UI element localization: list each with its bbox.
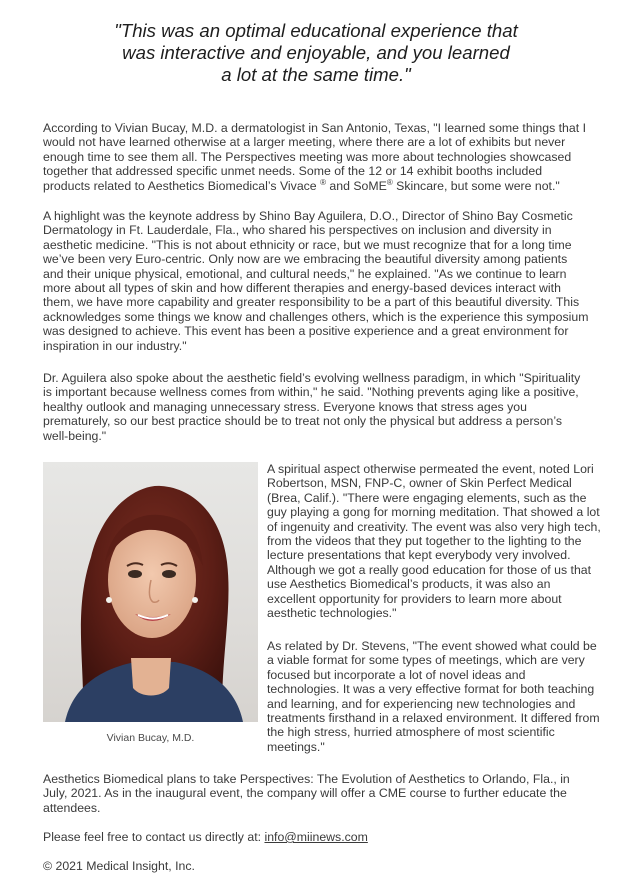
text-line: meetings.": [267, 739, 325, 754]
text-line: Dr. Aguilera also spoke about the aesthetic field’s evolving wellness paradigm, in which "Spirituality: [43, 371, 581, 385]
text-line: July, 2021. As in the inaugural event, the company will offer a CME course to further educate the: [43, 786, 567, 801]
paragraph-bucay-quote: [43, 121, 623, 193]
text-line: we’ve been very Euro-centric. Only now are we embracing the beautiful diversity among patients: [43, 252, 568, 267]
text-line: would not have learned otherwise at a larger meeting, where there are a lot of exhibits but never: [43, 135, 566, 150]
email-link[interactable]: info@miinews.com: [264, 830, 368, 844]
text-line: (Brea, Calif.). "There were engaging elements, such as the: [267, 490, 587, 505]
text-line: Robertson, MSN, FNP-C, owner of Skin Perfect Medical: [267, 476, 572, 491]
paragraph-robertson: [267, 462, 627, 620]
text-line: As related by Dr. Stevens, "The event showed what could be: [267, 639, 597, 653]
text-line: use Aesthetics Biomedical’s products, it was also an: [267, 577, 551, 592]
text-line: from the videos that they put together to the lighting to the: [267, 534, 582, 549]
text-line: Aesthetics Biomedical plans to take Perspectives: The Evolution of Aesthetics to Orlando, Fla., in: [43, 772, 570, 786]
text-line: more about all types of skin and how different therapies and energy-based devices interact with: [43, 281, 561, 296]
paragraph-keynote: [43, 209, 623, 353]
paragraph-wellness: [43, 371, 623, 443]
text-line: is important because wellness comes from within," he said. "Nothing prevents aging like a positive,: [43, 385, 579, 400]
text-line: focused but incorporate a lot of novel ideas and: [267, 667, 526, 682]
text-line: aesthetic medicine. "This is not about ethnicity or race, but we must recognize that for a long time: [43, 237, 572, 252]
text-line: enough time to see them all. The Perspectives meeting was more about technologies showcased: [43, 149, 572, 164]
text-line: aesthetic technologies.": [267, 606, 397, 621]
copyright-text: © 2021 Medical Insight, Inc.: [43, 859, 195, 873]
pull-quote-line: "This was an optimal educational experience that: [114, 20, 518, 41]
portrait-illustration: [43, 462, 258, 722]
text-line: acknowledges some things we know and challenges others, which is the experience this symposium: [43, 309, 589, 324]
paragraph-orlando-plans: [43, 772, 623, 815]
text-line: lecture presentations that kept everybody very involved.: [267, 548, 571, 563]
text-line: and learning, and for experiencing new technologies and: [267, 696, 576, 711]
text-fragment: and SoME: [325, 178, 387, 193]
pull-quote: [60, 20, 572, 86]
text-line: A highlight was the keynote address by Shino Bay Aguilera, D.O., Director of Shino Bay Cosmetic: [43, 209, 573, 223]
pull-quote-line: a lot at the same time.": [221, 64, 411, 85]
contact-text-row: [43, 830, 623, 844]
text-line: prematurely, so our best practice should be to treat not only the physical but address a person’s: [43, 414, 563, 429]
text-line: and their unique physical, emotional, and cultural needs," he explained. "As we continue to learn: [43, 266, 567, 281]
text-line: well-being.": [43, 428, 107, 443]
registered-mark: ®: [320, 177, 326, 187]
text-line: was designed to achieve. This event has been a positive experience and a great environment for: [43, 324, 569, 339]
text-line: technologies. It was a very effective format for both teaching: [267, 682, 595, 697]
text-line: Although we got a really good education for those of us that: [267, 562, 592, 577]
text-line: treatments firsthand in a relaxed environment. It differed from: [267, 711, 600, 726]
text-line: healthy outlook and managing unnecessary stress. Everyone knows that stress ages you: [43, 399, 527, 414]
pull-quote-line: was interactive and enjoyable, and you learned: [122, 42, 510, 63]
portrait-figure: [43, 462, 258, 749]
registered-mark: ®: [386, 177, 393, 187]
text-line: excellent opportunity for providers to learn more about: [267, 591, 562, 606]
text-line: Dermatology in Ft. Lauderdale, Fla., who shared his perspectives on inclusion and diversity in: [43, 223, 552, 238]
text-line: the high stress, hurried atmosphere of most scientific: [267, 725, 555, 740]
text-line: A spiritual aspect otherwise permeated the event, noted Lori: [267, 462, 594, 476]
text-line: of ingenuity and creativity. The event was also very high tech,: [267, 519, 601, 534]
contact-line: [43, 830, 623, 844]
text-line: According to Vivian Bucay, M.D. a dermatologist in San Antonio, Texas, "I learned some things that I: [43, 121, 586, 135]
portrait-photo: [43, 462, 258, 722]
paragraph-stevens: [267, 639, 627, 754]
text-line: together that addressed specific unmet needs. Some of the 12 or 14 exhibit booths included: [43, 164, 543, 179]
copyright-footer: [43, 859, 623, 873]
portrait-caption: Vivian Bucay, M.D.: [106, 732, 195, 744]
text-line: attendees.: [43, 800, 101, 815]
text-line: [43, 179, 623, 193]
text-fragment: products related to Aesthetics Biomedical’s Vivace: [43, 178, 321, 193]
text-line: guy playing a gong for morning meditation. That showed a lot: [267, 505, 600, 520]
text-fragment: Skincare, but some were not.": [392, 178, 560, 193]
contact-text: Please feel free to contact us directly at:: [43, 830, 265, 844]
text-line: a viable format for some types of meetings, which are very: [267, 653, 585, 668]
text-line: inspiration in our industry.": [43, 338, 187, 353]
text-line: them, we have more capability and greater responsibility to be a part of this beautiful diversity. This: [43, 295, 580, 310]
